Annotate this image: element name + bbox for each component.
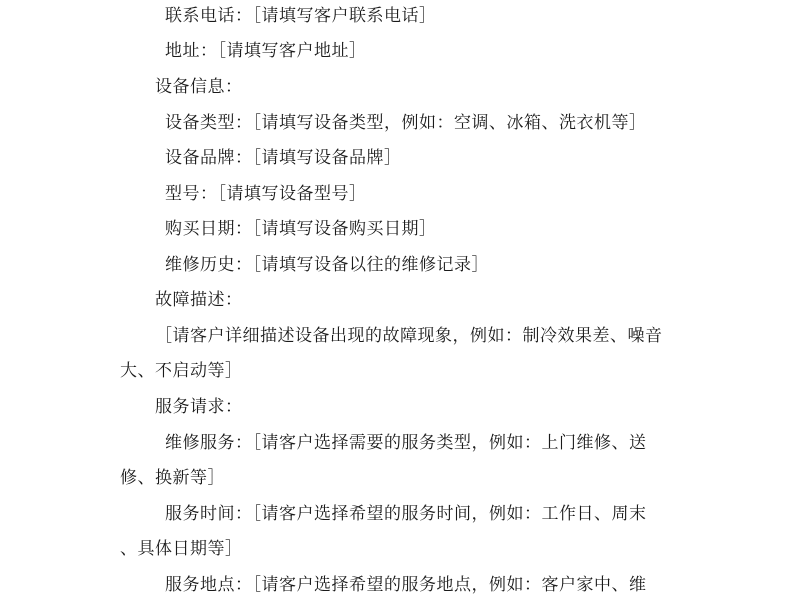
device-type-line: 设备类型：［请填写设备类型，例如：空调、冰箱、洗衣机等］ <box>165 113 647 133</box>
repair-service-line-2: 修、换新等］ <box>120 468 225 488</box>
repair-history-line: 维修历史：［请填写设备以往的维修记录］ <box>165 255 489 275</box>
address-field-line: 地址：［请填写客户地址］ <box>165 41 367 61</box>
fault-description-line-1: ［请客户详细描述设备出现的故障现象，例如：制冷效果差、噪音 <box>155 326 663 346</box>
service-location-line-1: 服务地点：［请客户选择希望的服务地点，例如：客户家中、维 <box>165 575 647 595</box>
device-model-line: 型号：［请填写设备型号］ <box>165 184 367 204</box>
fault-description-line-2: 大、不启动等］ <box>120 361 243 381</box>
repair-service-line-1: 维修服务：［请客户选择需要的服务类型，例如：上门维修、送 <box>165 433 647 453</box>
device-brand-line: 设备品牌：［请填写设备品牌］ <box>165 148 402 168</box>
section-heading-fault: 故障描述： <box>155 290 243 310</box>
purchase-date-line: 购买日期：［请填写设备购买日期］ <box>165 219 437 239</box>
service-time-line-2: 、具体日期等］ <box>120 539 243 559</box>
service-time-line-1: 服务时间：［请客户选择希望的服务时间，例如：工作日、周末 <box>165 504 647 524</box>
section-heading-service-request: 服务请求： <box>155 397 243 417</box>
section-heading-device-info: 设备信息： <box>155 77 243 97</box>
phone-field-line: 联系电话：［请填写客户联系电话］ <box>165 6 437 26</box>
